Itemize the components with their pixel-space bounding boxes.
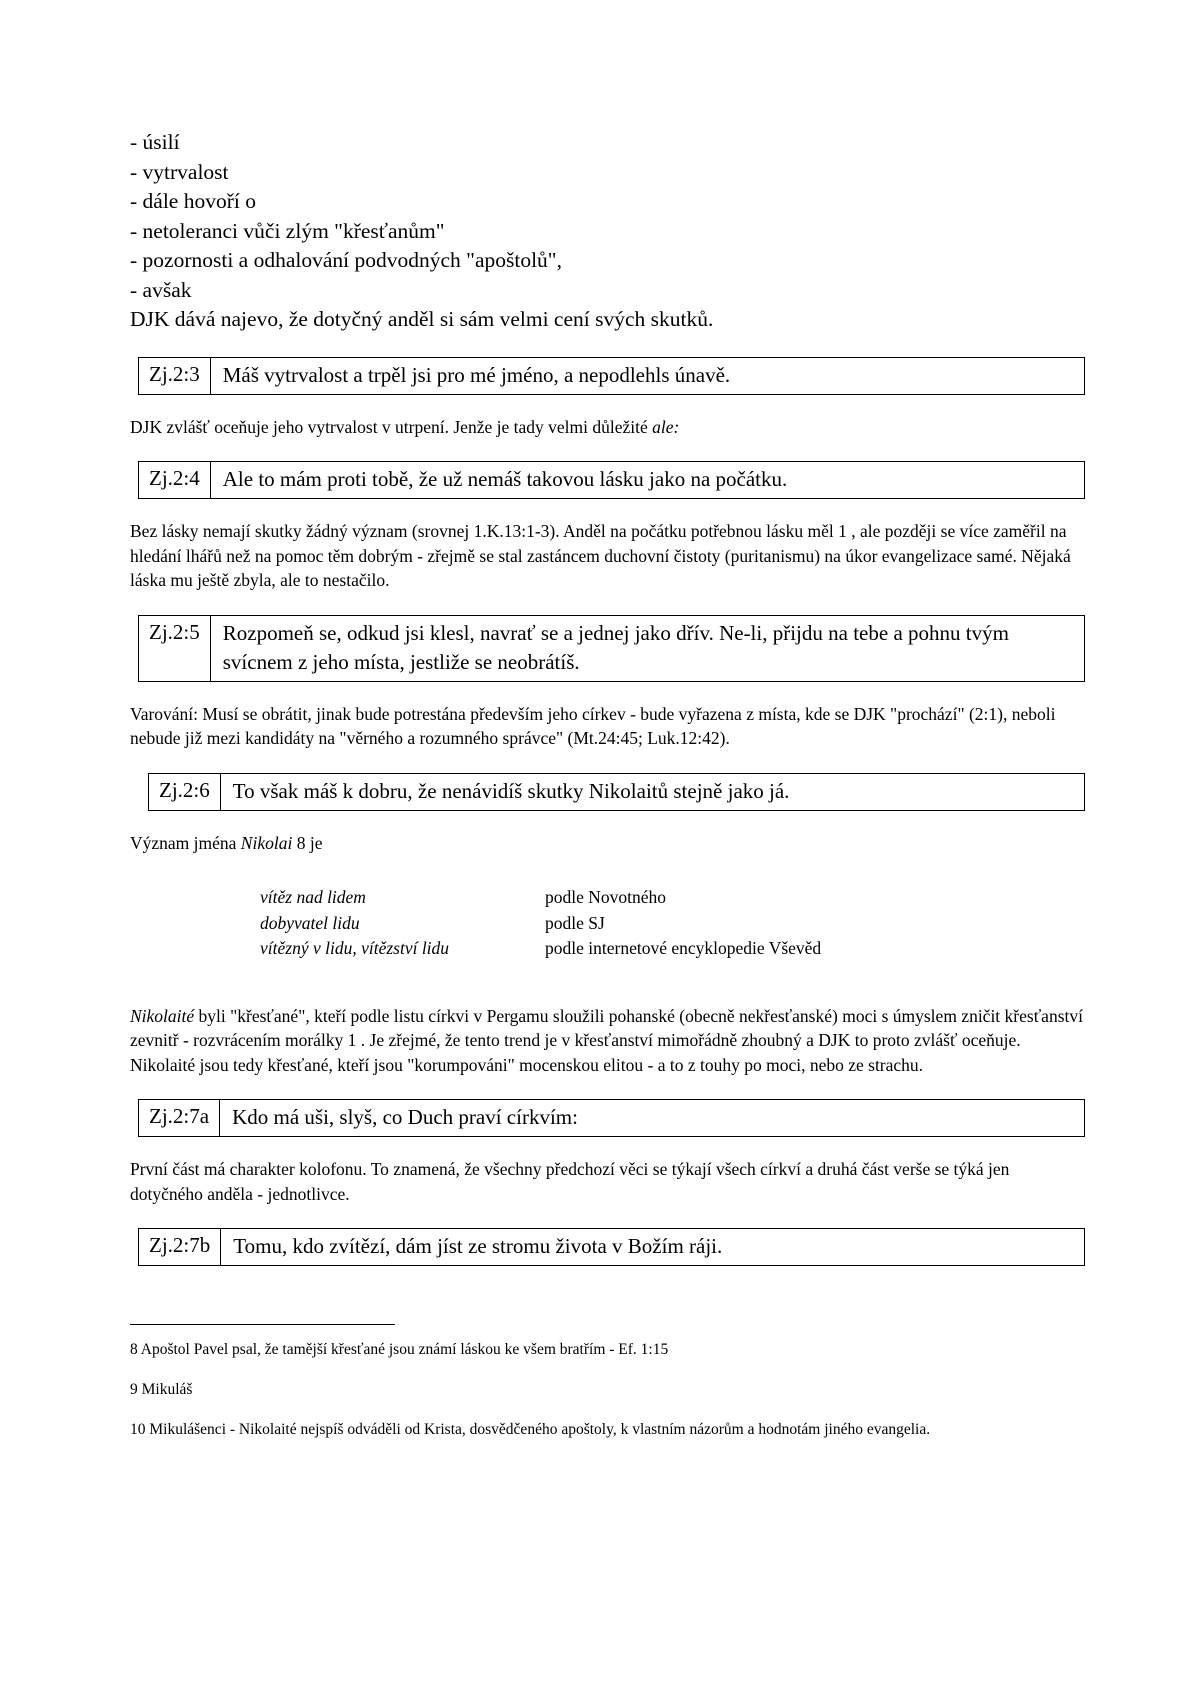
lead-line: - úsilí bbox=[130, 130, 180, 154]
commentary-emphasis: Nikolaité bbox=[130, 1005, 195, 1026]
verse-box bbox=[138, 1099, 1085, 1137]
footnote: 10 Mikulášenci - Nikolaité nejspíš odváděli od Krista, dosvědčeného apoštoly, k vlastním názorům a hodnotám jiného evangelia. bbox=[130, 1421, 931, 1438]
verse-box bbox=[148, 773, 1085, 811]
meaning-term: dobyvatel lidu bbox=[260, 912, 360, 933]
commentary-paragraph: Bez lásky nemají skutky žádný význam (srovnej 1.K.13:1-3). Anděl na počátku potřebnou lásku měl 1 , ale později se více zaměřil na hledání lhářů než na pomoc těm dobrým - zřejmě se stal zastáncem duchovní čistoty (puritanismu) na úkor evangelizace samé. Nějaká láska mu ještě zbyla, ale to nestačilo. bbox=[130, 521, 1071, 590]
verse-box bbox=[138, 461, 1085, 499]
commentary-text: DJK zvlášť oceňuje jeho vytrvalost v utrpení. Jenže je tady velmi důležité bbox=[130, 416, 653, 437]
lead-line: - avšak bbox=[130, 277, 192, 302]
verse-box bbox=[138, 615, 1085, 682]
verse-text: Ale to mám proti tobě, že už nemáš takovou lásku jako na počátku. bbox=[222, 467, 788, 491]
footnote-separator bbox=[130, 1324, 395, 1325]
meaning-source: podle internetové encyklopedie Vševěd bbox=[545, 938, 822, 958]
commentary-text: Význam jména bbox=[130, 832, 241, 853]
verse-text: To však máš k dobru, že nenávidíš skutky Nikolaitů stejně jako já. bbox=[232, 778, 790, 803]
commentary-paragraph: První část má charakter kolofonu. To znamená, že všechny předchozí věci se týkají všech církví a druhá část verše se týká jen dotyčného anděla - jednotlivce. bbox=[130, 1159, 1010, 1204]
commentary-paragraph bbox=[130, 831, 1085, 856]
footnote: 9 Mikuláš bbox=[130, 1381, 193, 1398]
verse-reference: Zj.2:7a bbox=[139, 1100, 220, 1136]
meaning-source: podle Novotného bbox=[545, 887, 667, 907]
lead-line: - netoleranci vůči zlým "křesťanům" bbox=[130, 218, 445, 243]
commentary-paragraph: Varování: Musí se obrátit, jinak bude potrestána především jeho církev - bude vyřazena z místa, kde se DJK "prochází" (2:1), neboli nebude již mezi kandidáty na "věrného a rozumného správce" (Mt.24:45; Luk.12:42). bbox=[130, 703, 1056, 748]
table-row bbox=[260, 911, 821, 937]
commentary-emphasis: Nikolai bbox=[240, 832, 293, 853]
table-row bbox=[260, 936, 821, 962]
lead-line: - dále hovoří o bbox=[130, 189, 256, 213]
lead-line-list bbox=[130, 128, 1085, 305]
verse-box bbox=[138, 1228, 1085, 1266]
lead-line: - vytrvalost bbox=[130, 159, 229, 184]
verse-reference: Zj.2:6 bbox=[149, 774, 221, 810]
meaning-term: vítěz nad lidem bbox=[260, 887, 366, 907]
verse-reference: Zj.2:7b bbox=[139, 1229, 221, 1265]
footnote: 8 Apoštol Pavel psal, že tamější křesťané jsou známí láskou ke všem bratřím - Ef. 1:15 bbox=[130, 1341, 669, 1358]
lead-line: - pozornosti a odhalování podvodných "apoštolů", bbox=[130, 248, 562, 272]
verse-text: Máš vytrvalost a trpěl jsi pro mé jméno, a nepodlehls únavě. bbox=[222, 362, 731, 387]
verse-text: Kdo má uši, slyš, co Duch praví církvím: bbox=[232, 1105, 578, 1129]
verse-reference: Zj.2:4 bbox=[139, 462, 211, 498]
meaning-source: podle SJ bbox=[545, 912, 605, 933]
commentary-paragraph bbox=[130, 1004, 1085, 1078]
commentary-emphasis: ale: bbox=[652, 416, 680, 437]
verse-reference: Zj.2:3 bbox=[139, 358, 211, 394]
commentary-text-tail: 8 je bbox=[292, 832, 323, 853]
verse-text: Rozpomeň se, odkud jsi klesl, navrať se a jednej jako dřív. Ne-li, přijdu na tebe a pohnu tvým svícnem z jeho místa, jestliže se neobrátíš. bbox=[222, 620, 1009, 674]
meaning-term: vítězný v lidu, vítězství lidu bbox=[260, 938, 450, 958]
verse-text: Tomu, kdo zvítězí, dám jíst ze stromu života v Božím ráji. bbox=[233, 1234, 723, 1258]
lead-final-line: DJK dává najevo, že dotyčný anděl si sám velmi cení svých skutků. bbox=[130, 307, 714, 331]
footnote-list bbox=[130, 1339, 1085, 1440]
page-content bbox=[130, 128, 1085, 1440]
commentary-paragraph bbox=[130, 415, 1085, 440]
verse-reference: Zj.2:5 bbox=[139, 616, 211, 681]
name-meaning-table bbox=[260, 885, 821, 962]
commentary-text: byli "křesťané", kteří podle listu církvi v Pergamu sloužili pohanské (obecně nekřesťanské) moci s úmyslem zničit křesťanství zevnitř - rozvrácením morálky 1 . Je zřejmé, že tento trend je v křesťanství mimořádně zhoubný a DJK to proto zvlášť oceňuje. Nikolaité jsou tedy křesťané, kteří jsou "korumpováni" mocenskou elitou - a to z touhy po moci, nebo ze strachu. bbox=[130, 1005, 1083, 1075]
table-row bbox=[260, 885, 821, 911]
verse-box bbox=[138, 357, 1085, 395]
